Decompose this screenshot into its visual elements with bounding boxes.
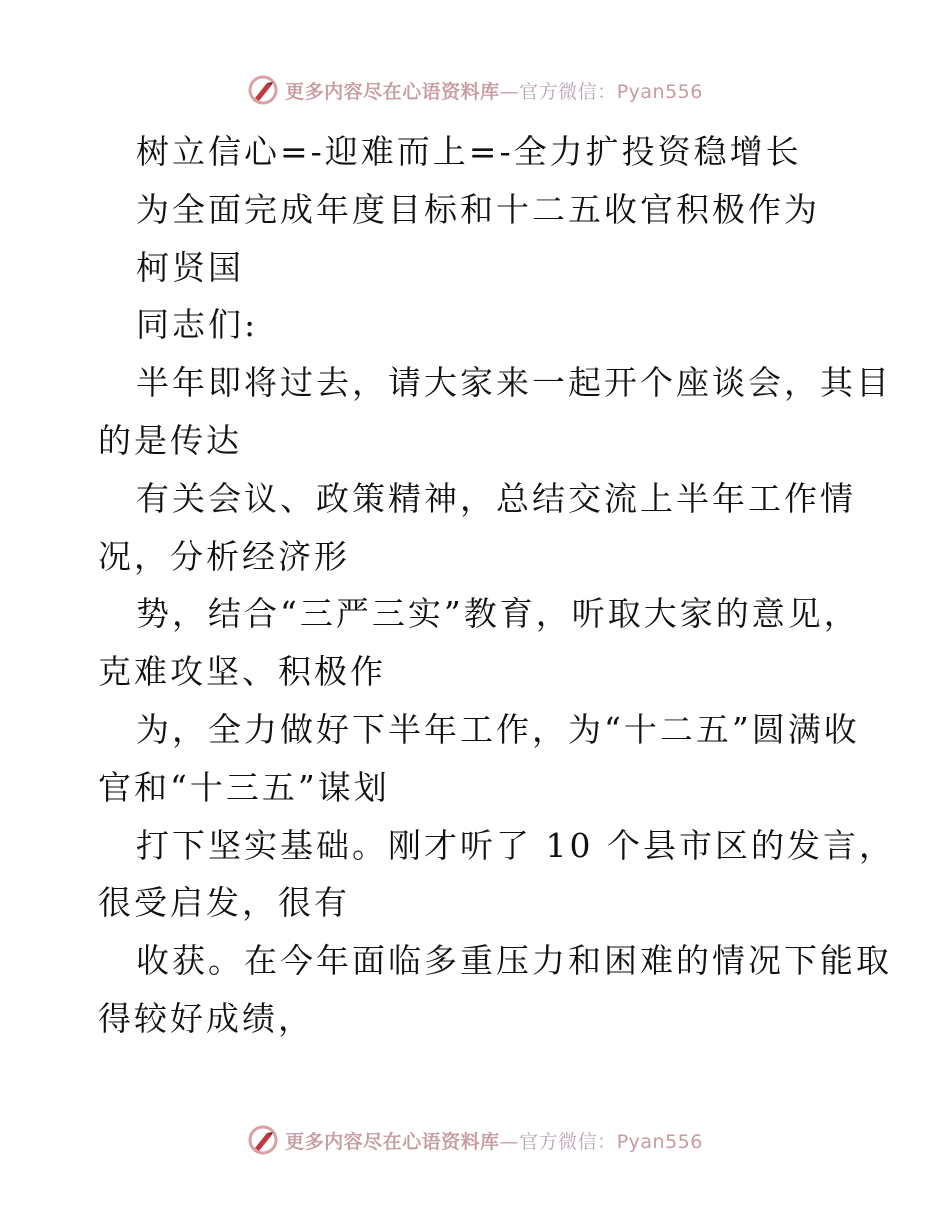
footer-watermark [0, 1122, 950, 1158]
text-line: 很受启发，很有 [98, 883, 350, 923]
pen-logo-icon [247, 74, 279, 106]
text-line: 得较好成绩， [98, 998, 314, 1038]
watermark-wechat-id: Pyan556 [616, 80, 703, 103]
text-line: 有关会议、政策精神，总结交流上半年工作情 [136, 478, 856, 518]
text-line: 为全面完成年度目标和十二五收官积极作为 [136, 189, 820, 229]
text-line: 克难攻坚、积极作 [98, 652, 386, 692]
watermark-dash: — [499, 1130, 520, 1153]
watermark-brand: 更多内容尽在心语资料库 [285, 80, 500, 103]
text-line: 势，结合“三严三实”教育，听取大家的意见， [136, 594, 860, 634]
watermark-group [247, 1124, 703, 1156]
header-watermark [0, 72, 950, 108]
text-line: 官和“十三五”谋划 [98, 767, 390, 807]
watermark-text [285, 77, 703, 104]
text-line: 收获。在今年面临多重压力和困难的情况下能取 [136, 941, 892, 981]
watermark-text [285, 1127, 703, 1154]
text-line: 况，分析经济形 [98, 536, 350, 576]
text-line: 半年即将过去，请大家来一起开个座谈会，其目 [136, 363, 892, 403]
document-body [98, 123, 895, 1048]
watermark-wechat-label: 官方微信： [519, 1130, 617, 1153]
text-line: 的是传达 [98, 420, 242, 460]
text-line: 为，全力做好下半年工作，为“十二五”圆满收 [136, 709, 860, 749]
text-line: 树立信心=-迎难而上=-全力扩投资稳增长 [136, 132, 802, 171]
watermark-dash: — [499, 80, 520, 103]
watermark-group [247, 74, 703, 106]
watermark-wechat-label: 官方微信： [519, 80, 617, 103]
text-line: 同志们: [136, 305, 259, 345]
watermark-brand: 更多内容尽在心语资料库 [285, 1130, 500, 1153]
text-line: 柯贤国 [136, 247, 244, 287]
watermark-wechat-id: Pyan556 [616, 1130, 703, 1153]
text-line: 打下坚实基础。刚才听了 10 个县市区的发言， [136, 825, 895, 865]
pen-logo-icon [247, 1124, 279, 1156]
